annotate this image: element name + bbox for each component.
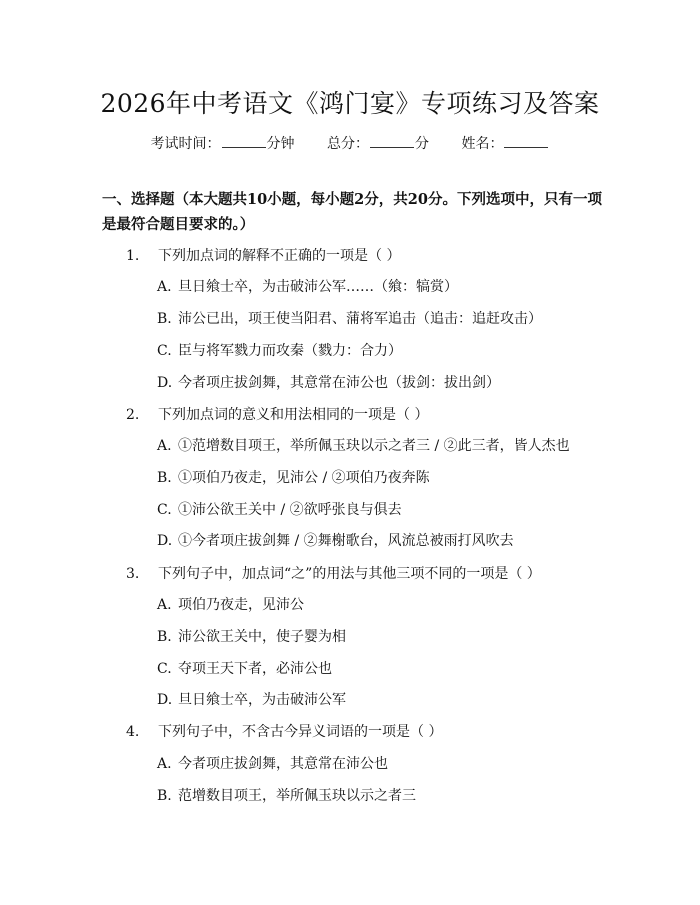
option-letter: B. bbox=[157, 470, 172, 486]
question-number: 1. bbox=[126, 248, 140, 264]
question-3-option-a bbox=[157, 594, 304, 614]
exam-time-field bbox=[151, 133, 295, 153]
question-number: 3. bbox=[126, 566, 140, 582]
option-letter: D. bbox=[157, 692, 173, 708]
total-score-label: 总分： bbox=[327, 136, 369, 152]
total-score-unit: 分 bbox=[415, 136, 429, 152]
question-3 bbox=[126, 563, 541, 583]
question-3-option-c bbox=[157, 658, 332, 678]
exam-time-unit: 分钟 bbox=[266, 136, 295, 152]
question-2-option-c bbox=[157, 499, 402, 519]
question-3-option-d bbox=[157, 689, 346, 709]
option-text: ①项伯乃夜走，见沛公 / ②项伯乃夜奔陈 bbox=[178, 470, 430, 486]
option-text: 今者项庄拔剑舞，其意常在沛公也（拔剑：拔出剑） bbox=[178, 375, 500, 391]
question-text: 下列加点词的解释不正确的一项是（ ） bbox=[158, 248, 401, 264]
question-4 bbox=[126, 721, 442, 741]
option-letter: D. bbox=[157, 533, 173, 549]
name-field bbox=[461, 133, 549, 153]
option-text: ①沛公欲王关中 / ②欲呼张良与俱去 bbox=[178, 502, 402, 518]
name-blank bbox=[504, 135, 548, 148]
question-2 bbox=[126, 404, 428, 424]
question-text: 下列句子中，加点词“之”的用法与其他三项不同的一项是（ ） bbox=[158, 566, 541, 582]
question-2-option-a bbox=[157, 435, 570, 455]
question-number: 2. bbox=[126, 407, 140, 423]
option-letter: D. bbox=[157, 375, 173, 391]
exam-time-blank bbox=[222, 135, 266, 148]
option-letter: A. bbox=[157, 279, 172, 295]
option-letter: A. bbox=[157, 597, 172, 613]
option-text: 项伯乃夜走，见沛公 bbox=[178, 597, 304, 613]
question-1-option-d bbox=[157, 372, 500, 392]
page-title: 2026年中考语文《鸿门宴》专项练习及答案 bbox=[100, 89, 600, 118]
question-1-option-c bbox=[157, 340, 402, 360]
question-text: 下列加点词的意义和用法相同的一项是（ ） bbox=[158, 407, 429, 423]
question-2-option-b bbox=[157, 467, 430, 487]
option-letter: C. bbox=[157, 661, 172, 677]
option-text: 旦日飨士卒，为击破沛公军……（飨：犒赏） bbox=[178, 279, 458, 295]
option-text: 臣与将军戮力而攻秦（戮力：合力） bbox=[178, 343, 402, 359]
question-4-option-b bbox=[157, 785, 416, 805]
option-text: 夺项王天下者，必沛公也 bbox=[178, 661, 332, 677]
question-number: 4. bbox=[126, 724, 140, 740]
option-text: 沛公已出，项王使当阳君、蒲将军追击（追击：追赶攻击） bbox=[178, 311, 542, 327]
section-heading: 一、选择题（本大题共10小题，每小题2分，共20分。下列选项中，只有一项是最符合题目要求的。） bbox=[102, 191, 602, 233]
total-score-field bbox=[327, 133, 429, 153]
option-text: 今者项庄拔剑舞，其意常在沛公也 bbox=[178, 756, 388, 772]
option-letter: A. bbox=[157, 756, 172, 772]
question-3-option-b bbox=[157, 626, 346, 646]
option-text: 旦日飨士卒，为击破沛公军 bbox=[178, 692, 346, 708]
exam-info-line bbox=[0, 133, 700, 153]
option-letter: C. bbox=[157, 343, 172, 359]
question-text: 下列句子中，不含古今异义词语的一项是（ ） bbox=[158, 724, 443, 740]
question-2-option-d bbox=[157, 530, 514, 550]
option-text: ①范增数目项王，举所佩玉玦以示之者三 / ②此三者，皆人杰也 bbox=[178, 438, 570, 454]
option-text: 范增数目项王，举所佩玉玦以示之者三 bbox=[178, 788, 416, 804]
question-1-option-a bbox=[157, 276, 458, 296]
option-letter: B. bbox=[157, 788, 172, 804]
total-score-blank bbox=[370, 135, 414, 148]
option-letter: A. bbox=[157, 438, 172, 454]
question-1-option-b bbox=[157, 308, 542, 328]
exam-time-label: 考试时间： bbox=[150, 136, 221, 152]
option-letter: B. bbox=[157, 311, 172, 327]
question-1 bbox=[126, 245, 400, 265]
option-text: ①今者项庄拔剑舞 / ②舞榭歌台，风流总被雨打风吹去 bbox=[178, 533, 514, 549]
option-letter: B. bbox=[157, 629, 172, 645]
question-4-option-a bbox=[157, 753, 388, 773]
name-label: 姓名： bbox=[461, 136, 504, 152]
option-text: 沛公欲王关中，使子婴为相 bbox=[178, 629, 346, 645]
option-letter: C. bbox=[157, 502, 172, 518]
